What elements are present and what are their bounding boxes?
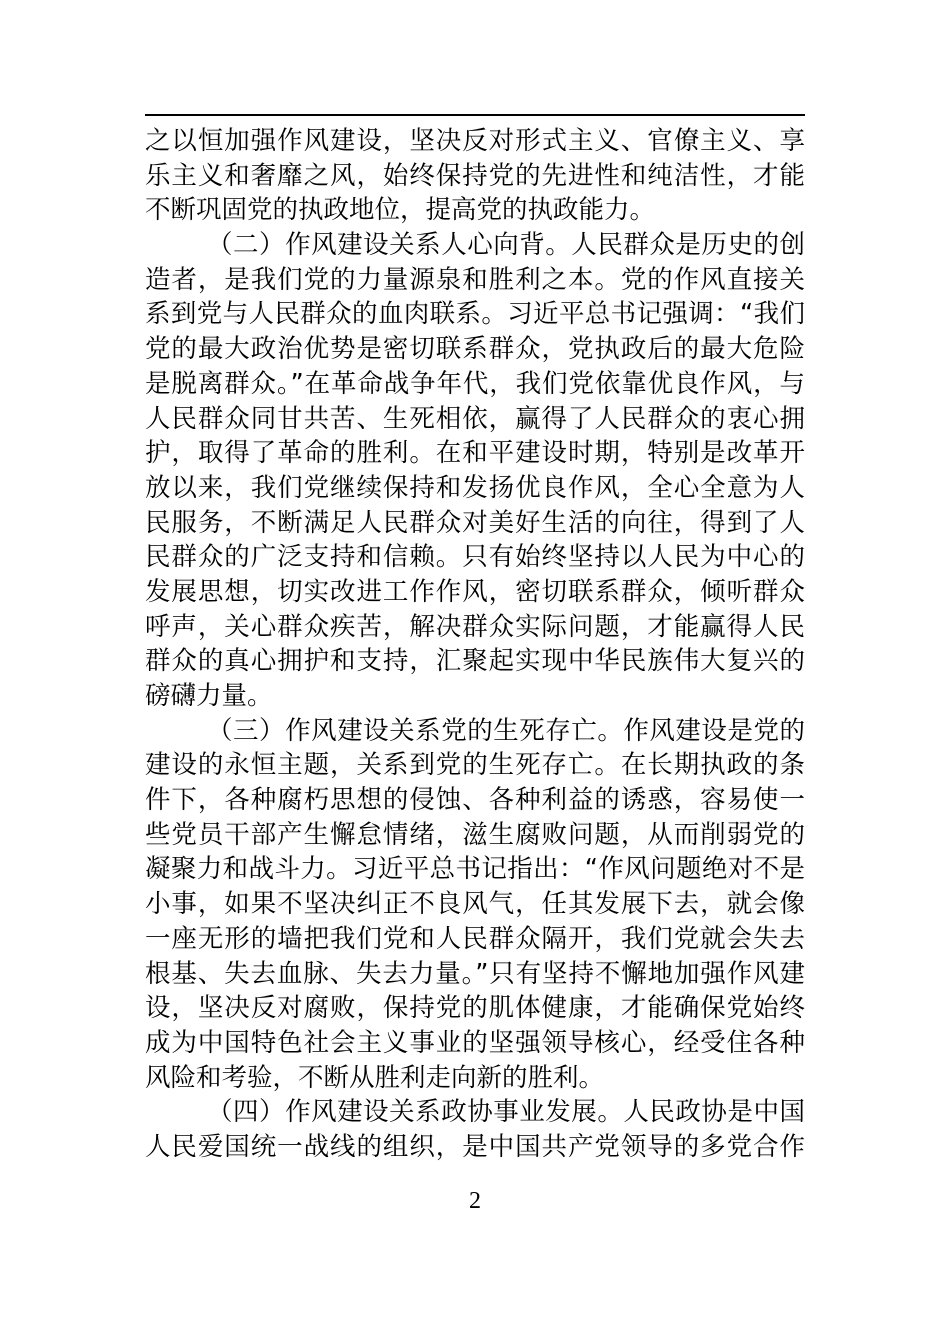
text-line: 人民群众同甘共苦、生死相依，赢得了人民群众的衷心拥 [145, 403, 805, 434]
text-line: 小事，如果不坚决纠正不良风气，任其发展下去，就会像 [145, 889, 805, 920]
text-line: 之以恒加强作风建设，坚决反对形式主义、官僚主义、享 [145, 126, 805, 156]
text-line: 护，取得了革命的胜利。在和平建设时期，特别是改革开 [145, 438, 805, 469]
text-line: 呼声，关心群众疾苦，解决群众实际问题，才能赢得人民 [145, 611, 805, 642]
text-line: 磅礴力量。 [145, 681, 273, 711]
text-line: 放以来，我们党继续保持和发扬优良作风，全心全意为人 [145, 472, 805, 503]
text-line: 乐主义和奢靡之风，始终保持党的先进性和纯洁性，才能 [145, 160, 805, 191]
text-line: 人民爱国统一战线的组织，是中国共产党领导的多党合作 [145, 1131, 805, 1162]
text-line: 民服务，不断满足人民群众对美好生活的向往，得到了人 [145, 507, 805, 538]
text-line: （四）作风建设关系政协事业发展。人民政协是中国 [207, 1097, 805, 1128]
text-line: 党的最大政治优势是密切联系群众，党执政后的最大危险 [145, 334, 805, 365]
text-line: 成为中国特色社会主义事业的坚强领导核心，经受住各种 [145, 1027, 805, 1058]
text-line: 系到党与人民群众的血肉联系。习近平总书记强调：“我们 [145, 299, 805, 330]
text-line: 不断巩固党的执政地位，提高党的执政能力。 [145, 195, 656, 226]
text-line: 根基、失去血脉、失去力量。”只有坚持不懈地加强作风建 [145, 958, 805, 989]
text-line: 凝聚力和战斗力。习近平总书记指出：“作风问题绝对不是 [145, 854, 805, 885]
document-body [145, 124, 805, 1165]
text-line: 民群众的广泛支持和信赖。只有始终坚持以人民为中心的 [145, 542, 805, 573]
header-rule [145, 114, 805, 116]
text-line: （三）作风建设关系党的生死存亡。作风建设是党的 [207, 715, 805, 746]
text-line: 风险和考验，不断从胜利走向新的胜利。 [145, 1062, 605, 1093]
text-line: 群众的真心拥护和支持，汇聚起实现中华民族伟大复兴的 [145, 646, 805, 677]
text-line: 建设的永恒主题，关系到党的生死存亡。在长期执政的条 [145, 750, 805, 781]
text-line: 设，坚决反对腐败，保持党的肌体健康，才能确保党始终 [145, 993, 805, 1024]
text-line: 是脱离群众。”在革命战争年代，我们党依靠优良作风，与 [145, 368, 805, 399]
page-number: 2 [469, 1188, 481, 1214]
text-line: 发展思想，切实改进工作作风，密切联系群众，倾听群众 [145, 576, 805, 607]
text-line: 些党员干部产生懈怠情绪，滋生腐败问题，从而削弱党的 [145, 819, 805, 850]
text-line: （二）作风建设关系人心向背。人民群众是历史的创 [207, 230, 805, 261]
text-line: 造者，是我们党的力量源泉和胜利之本。党的作风直接关 [145, 264, 805, 295]
text-line: 一座无形的墙把我们党和人民群众隔开，我们党就会失去 [145, 923, 805, 954]
text-line: 件下，各种腐朽思想的侵蚀、各种利益的诱惑，容易使一 [145, 785, 805, 816]
